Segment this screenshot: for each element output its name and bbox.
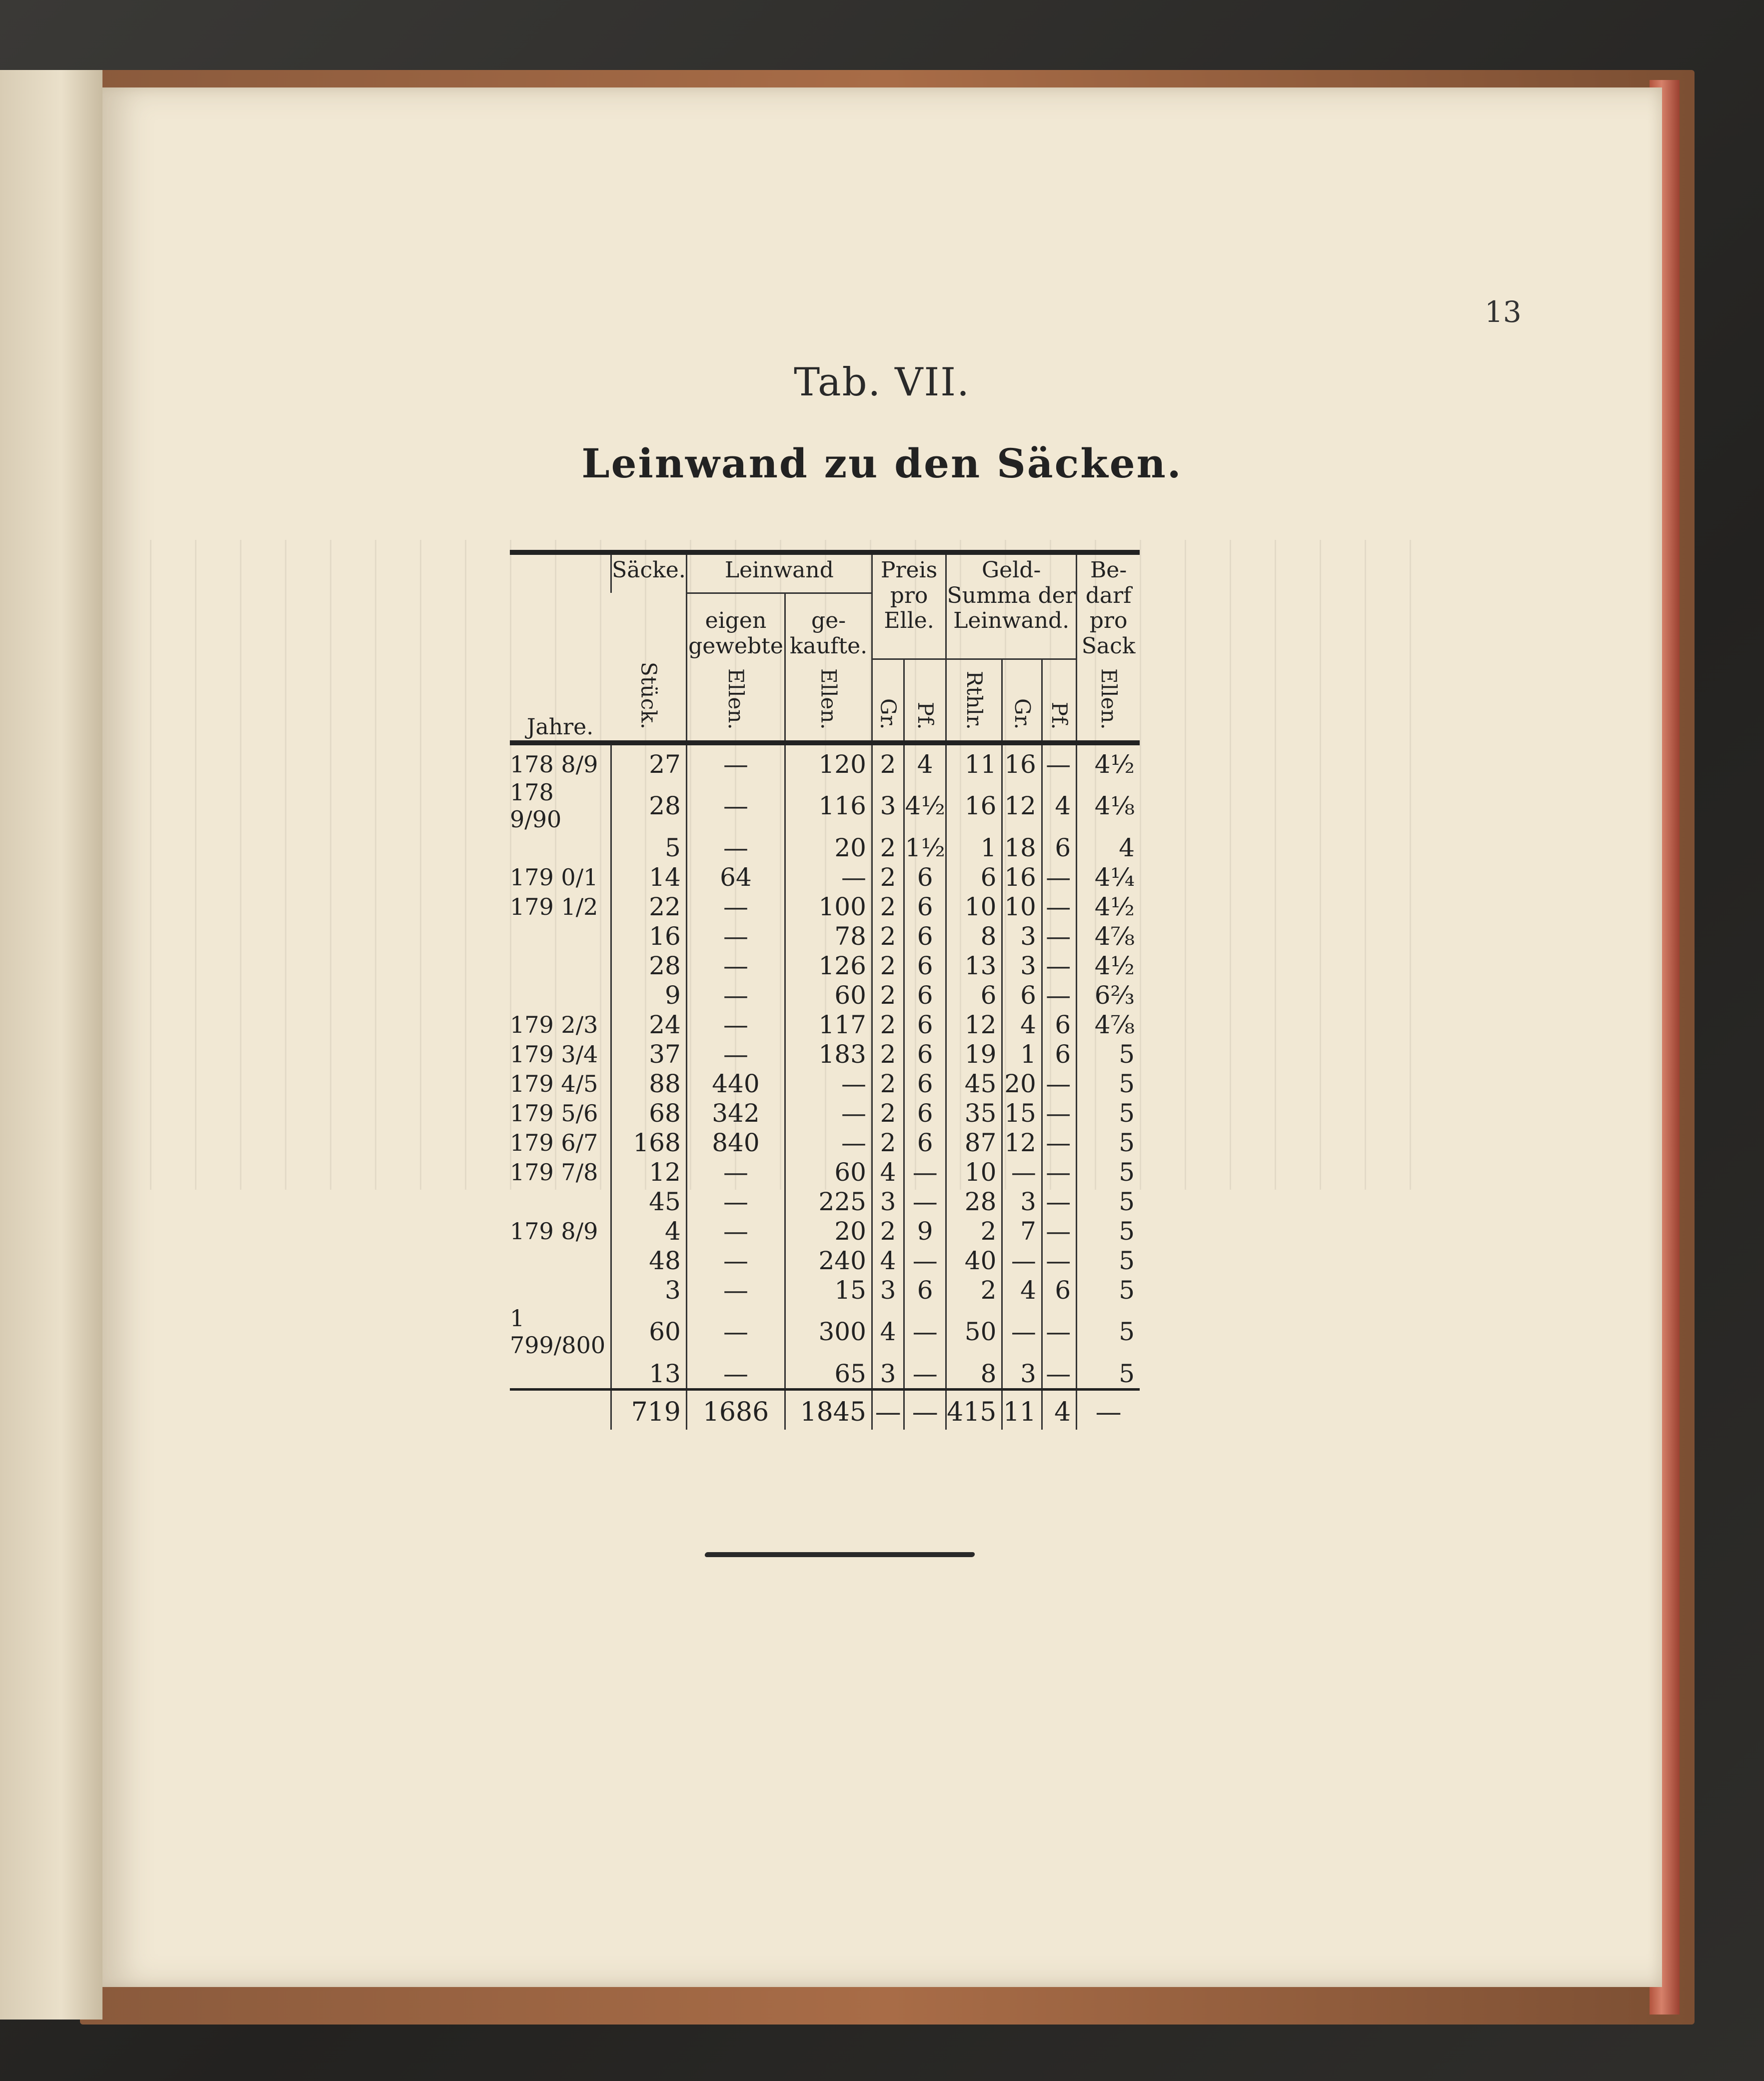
header-eigen: eigen gewebte	[686, 593, 785, 659]
table-cell: 6	[1042, 833, 1076, 862]
table-cell: 4	[872, 1305, 904, 1359]
table-cell: 5	[1077, 1187, 1140, 1216]
table-cell: 3	[1002, 1359, 1042, 1390]
table-cell: —	[686, 1039, 785, 1069]
table-cell: —	[686, 1275, 785, 1305]
table-cell: 28	[946, 1187, 1002, 1216]
total-cell: 11	[1002, 1390, 1042, 1430]
unit-ellen-bedarf: Ellen.	[1096, 668, 1121, 730]
table-row	[510, 1069, 1140, 1098]
table-cell: 6	[904, 1128, 946, 1157]
table-cell: —	[1002, 1305, 1042, 1359]
table-cell: —	[686, 743, 785, 779]
table-cell: —	[785, 1128, 872, 1157]
table-cell	[510, 1246, 611, 1275]
table-cell: 2	[872, 1216, 904, 1246]
table-subtitle: Leinwand zu den Säcken.	[581, 440, 1183, 487]
table-cell: 13	[946, 951, 1002, 980]
table-cell	[510, 1275, 611, 1305]
unit-ellen-gekaufte: Ellen.	[816, 668, 841, 730]
table-cell: 168	[611, 1128, 687, 1157]
table-row	[510, 1275, 1140, 1305]
table-cell: —	[686, 1010, 785, 1039]
table-cell: 12	[946, 1010, 1002, 1039]
table-cell: 40	[946, 1246, 1002, 1275]
table-cell: 20	[785, 1216, 872, 1246]
table-cell: 4	[611, 1216, 687, 1246]
table-cell: 6	[904, 951, 946, 980]
table-cell: 87	[946, 1128, 1002, 1157]
table-cell: 225	[785, 1187, 872, 1216]
table-cell: 24	[611, 1010, 687, 1039]
table-cell: 28	[611, 951, 687, 980]
table-cell: 342	[686, 1098, 785, 1128]
table-cell: 16	[1002, 862, 1042, 892]
header-jahre: Jahre.	[510, 552, 611, 743]
table-cell: 178 8/9	[510, 743, 611, 779]
table-cell: 37	[611, 1039, 687, 1069]
unit-gr-geld: Gr.	[1010, 698, 1035, 730]
table-cell: 5	[1077, 1359, 1140, 1390]
table-cell: —	[1002, 1246, 1042, 1275]
table-cell	[510, 833, 611, 862]
table-cell: —	[686, 892, 785, 921]
table-cell: 4⅞	[1077, 1010, 1140, 1039]
table-cell: 27	[611, 743, 687, 779]
table-cell: 179 4/5	[510, 1070, 598, 1097]
table-cell: 3	[872, 1275, 904, 1305]
table-cell: 1 799/800	[510, 1305, 606, 1359]
table-cell: 5	[1077, 1157, 1140, 1187]
table-cell: —	[1042, 1069, 1076, 1098]
table-cell: 2	[872, 892, 904, 921]
table-cell: 28	[611, 779, 687, 833]
unit-pf-geld: Pf.	[1047, 701, 1072, 730]
table-cell: 179 5/6	[510, 1099, 598, 1127]
table-cell: 2	[872, 1128, 904, 1157]
table-cell: 4	[872, 1157, 904, 1187]
table-cell: 4½	[904, 779, 946, 833]
table-cell: —	[686, 951, 785, 980]
table-cell: 19	[946, 1039, 1002, 1069]
table-cell: —	[1042, 862, 1076, 892]
table-cell: 5	[611, 833, 687, 862]
table-cell	[510, 951, 611, 980]
table-cell: 6	[904, 862, 946, 892]
table-cell: —	[686, 921, 785, 951]
table-row	[510, 862, 1140, 892]
table-cell: 2	[946, 1216, 1002, 1246]
table-cell: 4	[1002, 1275, 1042, 1305]
table-cell: 3	[872, 779, 904, 833]
table-cell: 4⅞	[1077, 921, 1140, 951]
table-cell	[510, 1187, 611, 1216]
unit-pf-preis: Pf.	[913, 701, 938, 730]
table-cell: —	[686, 779, 785, 833]
table-cell: —	[1042, 1187, 1076, 1216]
table-cell: 440	[686, 1069, 785, 1098]
table-cell: —	[686, 980, 785, 1010]
table-cell: —	[1042, 1157, 1076, 1187]
table-cell: 183	[785, 1039, 872, 1069]
table-body	[510, 743, 1140, 1390]
table-cell: —	[785, 862, 872, 892]
header-saecke-spacer	[611, 593, 687, 659]
unit-gr-preis: Gr.	[876, 698, 901, 730]
table-cell: —	[1042, 921, 1076, 951]
table-cell: —	[904, 1305, 946, 1359]
table-cell: 6⅔	[1077, 980, 1140, 1010]
header-geld: Geld- Summa der Leinwand.	[946, 552, 1077, 659]
unit-stueck: Stück.	[636, 662, 661, 730]
table-cell: 22	[611, 892, 687, 921]
table-cell: 179 1/2	[510, 893, 598, 920]
table-cell: —	[1042, 1305, 1076, 1359]
table-cell: 50	[946, 1305, 1002, 1359]
table-row	[510, 1010, 1140, 1039]
table-cell: 3	[1002, 1187, 1042, 1216]
table-row	[510, 1098, 1140, 1128]
table-cell: 179 7/8	[510, 1158, 598, 1186]
table-cell: 8	[946, 1359, 1002, 1390]
table-row	[510, 833, 1140, 862]
table-cell	[510, 921, 611, 951]
table-cell: 840	[686, 1128, 785, 1157]
table-cell: 6	[1042, 1010, 1076, 1039]
table-cell: 178 9/90	[510, 779, 562, 833]
table-cell: 4½	[1077, 892, 1140, 921]
page-number: 13	[1485, 295, 1522, 329]
table-row	[510, 892, 1140, 921]
header-preis: Preis pro Elle.	[872, 552, 946, 659]
header-bedarf: Be- darf pro Sack	[1077, 552, 1140, 659]
table-cell: 9	[904, 1216, 946, 1246]
table-cell: 6	[904, 1010, 946, 1039]
table-cell: 78	[785, 921, 872, 951]
table-cell: —	[1042, 980, 1076, 1010]
table-cell: —	[904, 1157, 946, 1187]
table-cell: 6	[946, 862, 1002, 892]
table-title: Tab. VII.	[794, 360, 970, 405]
table-cell: —	[1042, 892, 1076, 921]
table-cell: 8	[946, 921, 1002, 951]
table-cell: 11	[946, 743, 1002, 779]
table-cell: —	[785, 1098, 872, 1128]
table-row	[510, 1216, 1140, 1246]
table-cell: 6	[946, 980, 1002, 1010]
table-cell: 7	[1002, 1216, 1042, 1246]
table-cell: 2	[872, 743, 904, 779]
table-cell: 120	[785, 743, 872, 779]
table-cell: —	[1042, 1128, 1076, 1157]
table-cell: —	[1042, 1359, 1076, 1390]
table-cell: —	[686, 1157, 785, 1187]
table-cell: 88	[611, 1069, 687, 1098]
table-cell: 2	[872, 862, 904, 892]
table-row	[510, 1157, 1140, 1187]
total-cell: —	[872, 1390, 904, 1430]
table-cell: 2	[872, 833, 904, 862]
table-cell: 20	[1002, 1069, 1042, 1098]
table-cell: 2	[946, 1275, 1002, 1305]
total-cell: 4	[1042, 1390, 1076, 1430]
table-cell: —	[686, 1305, 785, 1359]
table-row	[510, 1359, 1140, 1390]
table-cell: 179 2/3	[510, 1011, 598, 1038]
table-cell: 15	[1002, 1098, 1042, 1128]
table-row	[510, 1246, 1140, 1275]
table-cell: 5	[1077, 1069, 1140, 1098]
table-cell: —	[904, 1246, 946, 1275]
table-cell: 100	[785, 892, 872, 921]
table-row	[510, 743, 1140, 779]
table-cell: —	[686, 833, 785, 862]
table-cell: 4½	[1077, 743, 1140, 779]
total-cell: 719	[611, 1390, 687, 1430]
table-cell: 60	[611, 1305, 687, 1359]
table-cell: 3	[1002, 951, 1042, 980]
table-cell: 60	[785, 980, 872, 1010]
table-cell: 18	[1002, 833, 1042, 862]
table-cell: —	[1042, 1216, 1076, 1246]
total-cell: 1845	[785, 1390, 872, 1430]
table-row	[510, 921, 1140, 951]
table-cell: —	[686, 1216, 785, 1246]
table-cell: 6	[1042, 1275, 1076, 1305]
total-cell	[510, 1390, 611, 1430]
table-row	[510, 1128, 1140, 1157]
table-cell: 6	[904, 1069, 946, 1098]
header-leinwand: Leinwand	[686, 552, 872, 593]
table-cell: 179 8/9	[510, 1217, 598, 1245]
linen-table	[510, 550, 1140, 1430]
table-cell: 2	[872, 1039, 904, 1069]
table-cell: 116	[785, 779, 872, 833]
table-cell: 65	[785, 1359, 872, 1390]
table-cell: 13	[611, 1359, 687, 1390]
header-saecke: Säcke.	[611, 552, 687, 593]
total-cell: —	[904, 1390, 946, 1430]
table-cell: 6	[904, 980, 946, 1010]
table-cell: 5	[1077, 1216, 1140, 1246]
table-cell: —	[904, 1359, 946, 1390]
table-cell: 45	[611, 1187, 687, 1216]
table-cell: 14	[611, 862, 687, 892]
table-cell: 179 0/1	[510, 863, 598, 891]
table-cell: 126	[785, 951, 872, 980]
table-cell: 4	[1042, 779, 1076, 833]
data-table-container	[510, 550, 1140, 1430]
table-cell: 179 6/7	[510, 1129, 598, 1156]
table-cell: —	[785, 1069, 872, 1098]
table-cell: 4¼	[1077, 862, 1140, 892]
table-cell	[510, 1359, 611, 1390]
table-cell: 4	[1002, 1010, 1042, 1039]
table-cell: —	[1042, 743, 1076, 779]
total-cell: —	[1077, 1390, 1140, 1430]
table-cell: 45	[946, 1069, 1002, 1098]
table-cell: 16	[611, 921, 687, 951]
totals-row	[510, 1390, 1140, 1430]
table-cell: 2	[872, 980, 904, 1010]
table-cell: 1	[946, 833, 1002, 862]
table-cell: 12	[1002, 779, 1042, 833]
closing-rule	[704, 1552, 975, 1557]
table-cell: 16	[946, 779, 1002, 833]
table-cell: 12	[611, 1157, 687, 1187]
table-cell: 2	[872, 1010, 904, 1039]
table-cell	[510, 980, 611, 1010]
table-cell: 10	[1002, 892, 1042, 921]
table-cell: 300	[785, 1305, 872, 1359]
table-cell: 2	[872, 951, 904, 980]
table-cell: —	[1002, 1157, 1042, 1187]
table-cell: 6	[1042, 1039, 1076, 1069]
table-cell: 9	[611, 980, 687, 1010]
table-cell: 10	[946, 1157, 1002, 1187]
table-cell: 3	[872, 1359, 904, 1390]
table-cell: —	[686, 1187, 785, 1216]
table-cell: 5	[1077, 1128, 1140, 1157]
table-row	[510, 1305, 1140, 1359]
table-cell: 16	[1002, 743, 1042, 779]
table-cell: 240	[785, 1246, 872, 1275]
table-row	[510, 779, 1140, 833]
table-cell: 5	[1077, 1039, 1140, 1069]
total-cell: 415	[946, 1390, 1002, 1430]
table-cell: 6	[904, 921, 946, 951]
table-cell: 179 3/4	[510, 1040, 598, 1068]
table-cell: 68	[611, 1098, 687, 1128]
table-cell: 64	[686, 862, 785, 892]
table-cell: 4	[1077, 833, 1140, 862]
table-cell: 10	[946, 892, 1002, 921]
table-cell: 6	[904, 1098, 946, 1128]
table-cell: —	[1042, 1098, 1076, 1128]
table-cell: 4	[872, 1246, 904, 1275]
table-cell: 15	[785, 1275, 872, 1305]
table-cell: 2	[872, 921, 904, 951]
table-cell: 3	[1002, 921, 1042, 951]
table-row	[510, 1039, 1140, 1069]
table-cell: —	[1042, 1246, 1076, 1275]
table-cell: —	[1042, 951, 1076, 980]
table-cell: 3	[872, 1187, 904, 1216]
table-cell: 6	[904, 892, 946, 921]
table-cell: 6	[1002, 980, 1042, 1010]
table-cell: 6	[904, 1039, 946, 1069]
total-cell: 1686	[686, 1390, 785, 1430]
table-cell: —	[904, 1187, 946, 1216]
table-cell: 117	[785, 1010, 872, 1039]
table-cell: —	[686, 1359, 785, 1390]
table-cell: 4	[904, 743, 946, 779]
table-cell: 6	[904, 1275, 946, 1305]
table-row	[510, 1187, 1140, 1216]
table-cell: 60	[785, 1157, 872, 1187]
table-cell: 2	[872, 1069, 904, 1098]
table-cell: 4½	[1077, 951, 1140, 980]
table-cell: 2	[872, 1098, 904, 1128]
table-cell: 20	[785, 833, 872, 862]
table-row	[510, 980, 1140, 1010]
table-cell: 1	[1002, 1039, 1042, 1069]
table-cell: 48	[611, 1246, 687, 1275]
table-cell: 12	[1002, 1128, 1042, 1157]
table-cell: 3	[611, 1275, 687, 1305]
header-gekaufte: ge- kaufte.	[785, 593, 872, 659]
table-row	[510, 951, 1140, 980]
table-cell: 1½	[905, 833, 945, 862]
table-cell: 5	[1077, 1246, 1140, 1275]
table-cell: 5	[1077, 1275, 1140, 1305]
unit-rthlr: Rthlr.	[962, 670, 987, 730]
table-cell: 4⅛	[1077, 779, 1140, 833]
table-cell: 5	[1077, 1305, 1140, 1359]
table-cell: —	[686, 1246, 785, 1275]
table-cell: 35	[946, 1098, 1002, 1128]
unit-ellen-eigen: Ellen.	[724, 668, 749, 730]
table-cell: 5	[1077, 1098, 1140, 1128]
